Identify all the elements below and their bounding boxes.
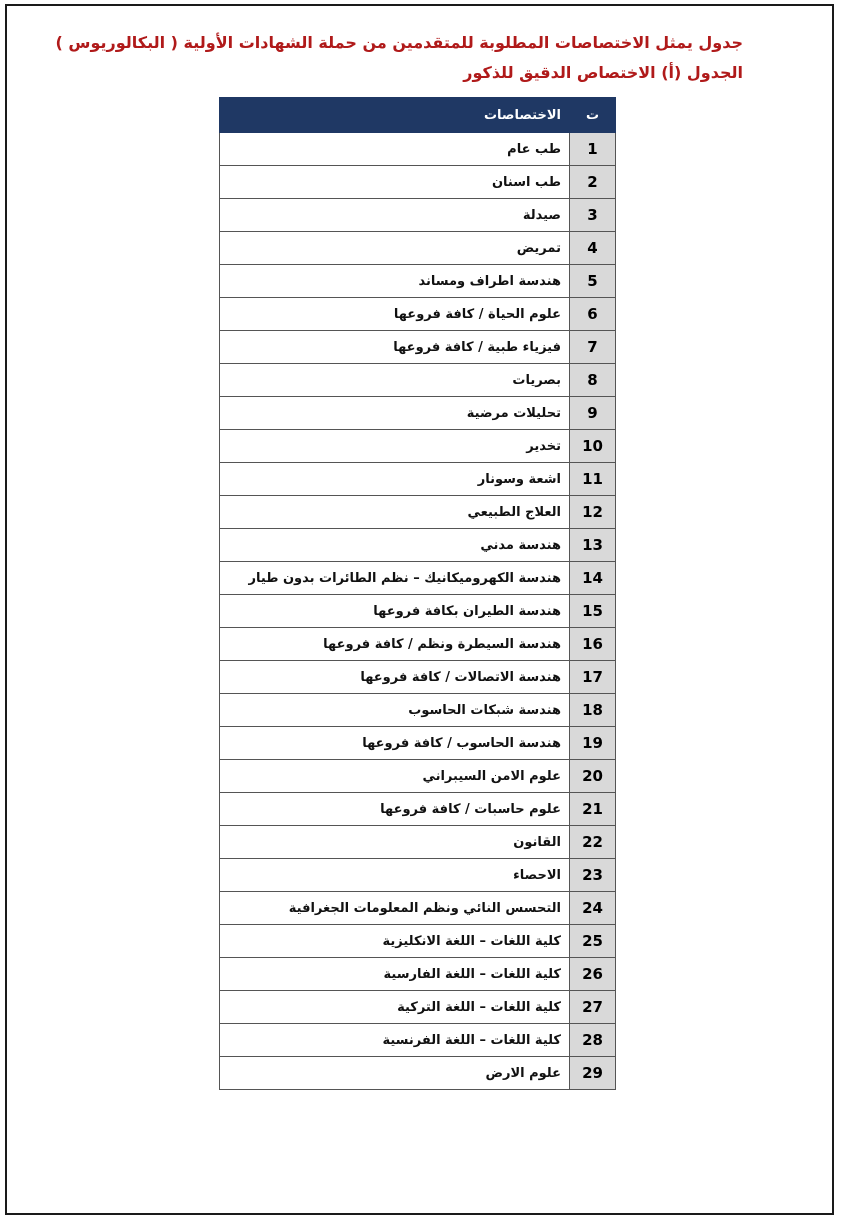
row-specialty: هندسة الطيران بكافة فروعها (220, 595, 570, 628)
row-specialty: تمريض (220, 232, 570, 265)
table-row (220, 562, 616, 595)
table-row (220, 727, 616, 760)
row-specialty: علوم الحياة / كافة فروعها (220, 298, 570, 331)
table-row (220, 892, 616, 925)
row-number: 19 (570, 727, 616, 760)
table-row (220, 529, 616, 562)
table-row (220, 760, 616, 793)
row-number: 13 (570, 529, 616, 562)
row-number: 16 (570, 628, 616, 661)
row-number: 5 (570, 265, 616, 298)
table-row (220, 1057, 616, 1090)
row-number: 7 (570, 331, 616, 364)
table-row (220, 826, 616, 859)
row-specialty: هندسة شبكات الحاسوب (220, 694, 570, 727)
row-number: 15 (570, 595, 616, 628)
row-specialty: هندسة السيطرة ونظم / كافة فروعها (220, 628, 570, 661)
row-number: 27 (570, 991, 616, 1024)
table-row (220, 397, 616, 430)
row-number: 22 (570, 826, 616, 859)
row-specialty: طب عام (220, 133, 570, 166)
row-specialty: التحسس النائي ونظم المعلومات الجغرافية (220, 892, 570, 925)
table-row (220, 925, 616, 958)
row-number: 3 (570, 199, 616, 232)
table-row (220, 958, 616, 991)
row-specialty: كلية اللغات – اللغة التركية (220, 991, 570, 1024)
row-specialty: هندسة مدني (220, 529, 570, 562)
row-specialty: بصريات (220, 364, 570, 397)
row-specialty: كلية اللغات – اللغة الفارسية (220, 958, 570, 991)
row-specialty: هندسة الحاسوب / كافة فروعها (220, 727, 570, 760)
row-number: 12 (570, 496, 616, 529)
row-number: 1 (570, 133, 616, 166)
table-row (220, 793, 616, 826)
table-row (220, 595, 616, 628)
page-title (55, 28, 743, 88)
row-number: 25 (570, 925, 616, 958)
table-row (220, 298, 616, 331)
row-number: 11 (570, 463, 616, 496)
row-number: 21 (570, 793, 616, 826)
row-specialty: علوم حاسبات / كافة فروعها (220, 793, 570, 826)
row-specialty: علوم الارض (220, 1057, 570, 1090)
row-specialty: هندسة الاتصالات / كافة فروعها (220, 661, 570, 694)
table-row (220, 859, 616, 892)
table-row (220, 991, 616, 1024)
row-specialty: القانون (220, 826, 570, 859)
table-row (220, 364, 616, 397)
row-specialty: هندسة اطراف ومساند (220, 265, 570, 298)
row-specialty: طب اسنان (220, 166, 570, 199)
row-specialty: اشعة وسونار (220, 463, 570, 496)
row-specialty: فيزياء طبية / كافة فروعها (220, 331, 570, 364)
title-line-2: الجدول (أ) الاختصاص الدقيق للذكور (463, 63, 743, 82)
table-row (220, 331, 616, 364)
table-row (220, 199, 616, 232)
table-row (220, 1024, 616, 1057)
row-number: 10 (570, 430, 616, 463)
row-number: 2 (570, 166, 616, 199)
row-number: 8 (570, 364, 616, 397)
row-specialty: كلية اللغات – اللغة الفرنسية (220, 1024, 570, 1057)
row-number: 18 (570, 694, 616, 727)
specialties-table (219, 97, 616, 1090)
row-specialty: تحليلات مرضية (220, 397, 570, 430)
row-number: 17 (570, 661, 616, 694)
header-specialty: الاختصاصات (220, 98, 570, 133)
table-row (220, 430, 616, 463)
row-specialty: هندسة الكهروميكانيك – نظم الطائرات بدون طيار (220, 562, 570, 595)
table-row (220, 166, 616, 199)
row-specialty: تخدير (220, 430, 570, 463)
table-row (220, 694, 616, 727)
table-row (220, 628, 616, 661)
header-number: ت (570, 98, 616, 133)
table-row (220, 265, 616, 298)
row-number: 9 (570, 397, 616, 430)
row-number: 26 (570, 958, 616, 991)
row-number: 6 (570, 298, 616, 331)
row-specialty: علوم الامن السيبراني (220, 760, 570, 793)
row-specialty: كلية اللغات – اللغة الانكليزية (220, 925, 570, 958)
table-row (220, 463, 616, 496)
title-line-1: جدول يمثل الاختصاصات المطلوبة للمتقدمين من حملة الشهادات الأولية ( البكالوريوس ) (55, 33, 743, 52)
row-number: 29 (570, 1057, 616, 1090)
row-specialty: العلاج الطبيعي (220, 496, 570, 529)
table-row (220, 661, 616, 694)
row-number: 14 (570, 562, 616, 595)
row-number: 28 (570, 1024, 616, 1057)
table-header-row (220, 98, 616, 133)
row-number: 23 (570, 859, 616, 892)
table-body (220, 133, 616, 1090)
row-specialty: صيدلة (220, 199, 570, 232)
row-number: 4 (570, 232, 616, 265)
table-row (220, 496, 616, 529)
row-number: 20 (570, 760, 616, 793)
row-specialty: الاحصاء (220, 859, 570, 892)
row-number: 24 (570, 892, 616, 925)
table-row (220, 133, 616, 166)
table-row (220, 232, 616, 265)
